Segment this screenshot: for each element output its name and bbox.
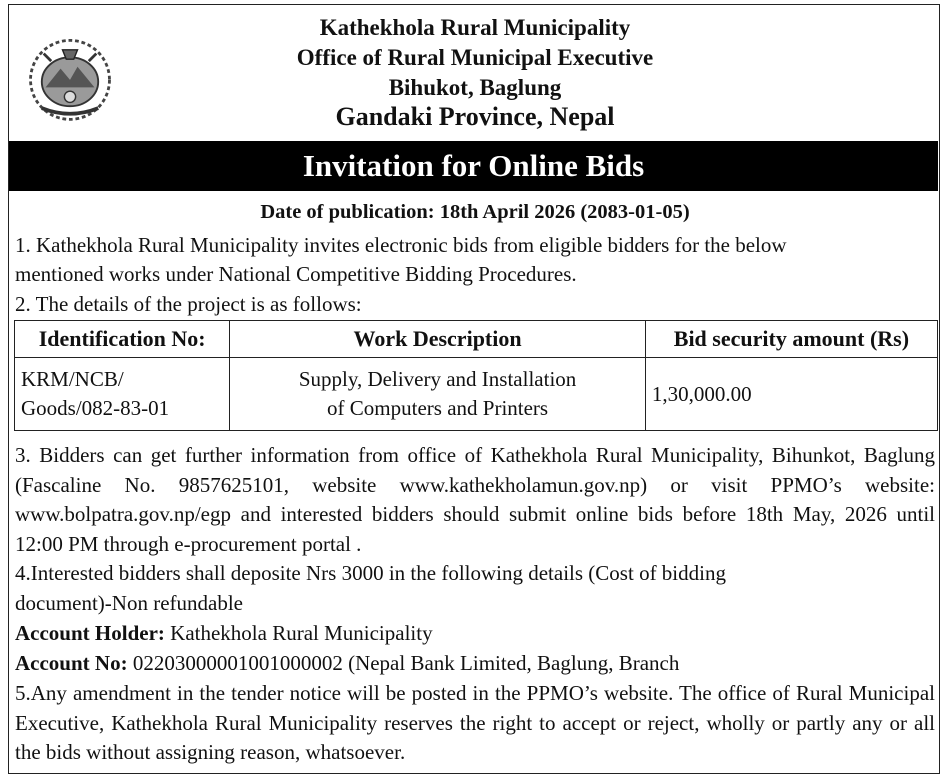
- office-address: Bihukot, Baglung: [388, 75, 562, 100]
- account-number-label: Account No:: [15, 651, 128, 675]
- column-header-work-description: Work Description: [230, 321, 646, 358]
- column-header-identification: Identification No:: [15, 321, 230, 358]
- identification-line-1: KRM/NCB/: [21, 367, 124, 391]
- work-description-cell: [230, 358, 646, 431]
- paragraph-4-line-1: 4.Interested bidders shall deposite Nrs 3000 in the following details (Cost of bidding: [15, 561, 726, 585]
- paragraph-5: 5.Any amendment in the tender notice will be posted in the PPMO’s website. The office of Rural Municipal Executive, Kathekhola Rural Municipality reserves the right to accept or reject, wholly or partly any or all the bids without assigning reason, whatsoever.: [15, 681, 935, 764]
- publication-date: Date of publication: 18th April 2026 (2083-01-05): [260, 201, 690, 223]
- table-header-row: [15, 321, 938, 358]
- paragraph-3: 3. Bidders can get further information from office of Kathekhola Rural Municipality, Bihunkot, Baglung (Fascaline No. 9857625101, website www.kathekholamun.gov.np) or visit PPMO’s website: www.bolpatra.gov.np/egp and interested bidders should submit online bids before 18th May, 2026 until 12:00 PM through e-procurement portal .: [15, 443, 935, 556]
- municipality-name: Kathekhola Rural Municipality: [319, 15, 631, 40]
- paragraph-1-line-1: 1. Kathekhola Rural Municipality invites electronic bids from eligible bidders for the below: [15, 233, 787, 257]
- province-name: Gandaki Province, Nepal: [335, 102, 615, 131]
- work-description-line-2: of Computers and Printers: [327, 396, 549, 420]
- identification-line-2: Goods/082-83-01: [21, 396, 170, 420]
- paragraph-2: 2. The details of the project is as follows:: [15, 292, 362, 316]
- tender-notice: [8, 4, 940, 774]
- bid-security-amount-cell: 1,30,000.00: [645, 358, 937, 431]
- bid-details-table: [14, 320, 938, 431]
- identification-cell: [15, 358, 230, 431]
- account-holder-label: Account Holder:: [15, 621, 165, 645]
- work-description-line-1: Supply, Delivery and Installation: [298, 367, 577, 391]
- paragraph-4-line-2: document)-Non refundable: [15, 591, 243, 615]
- account-holder-value: Kathekhola Rural Municipality: [164, 621, 433, 645]
- account-number-value: 02203000001001000002 (Nepal Bank Limited, Baglung, Branch: [127, 651, 680, 675]
- account-holder-line: [15, 619, 935, 649]
- office-name: Office of Rural Municipal Executive: [296, 45, 654, 70]
- table-row: [15, 358, 938, 431]
- account-number-line: [15, 649, 935, 679]
- notice-title-banner: Invitation for Online Bids: [9, 141, 938, 191]
- paragraph-1-line-2: mentioned works under National Competitive Bidding Procedures.: [15, 262, 577, 286]
- column-header-bid-security: Bid security amount (Rs): [645, 321, 937, 358]
